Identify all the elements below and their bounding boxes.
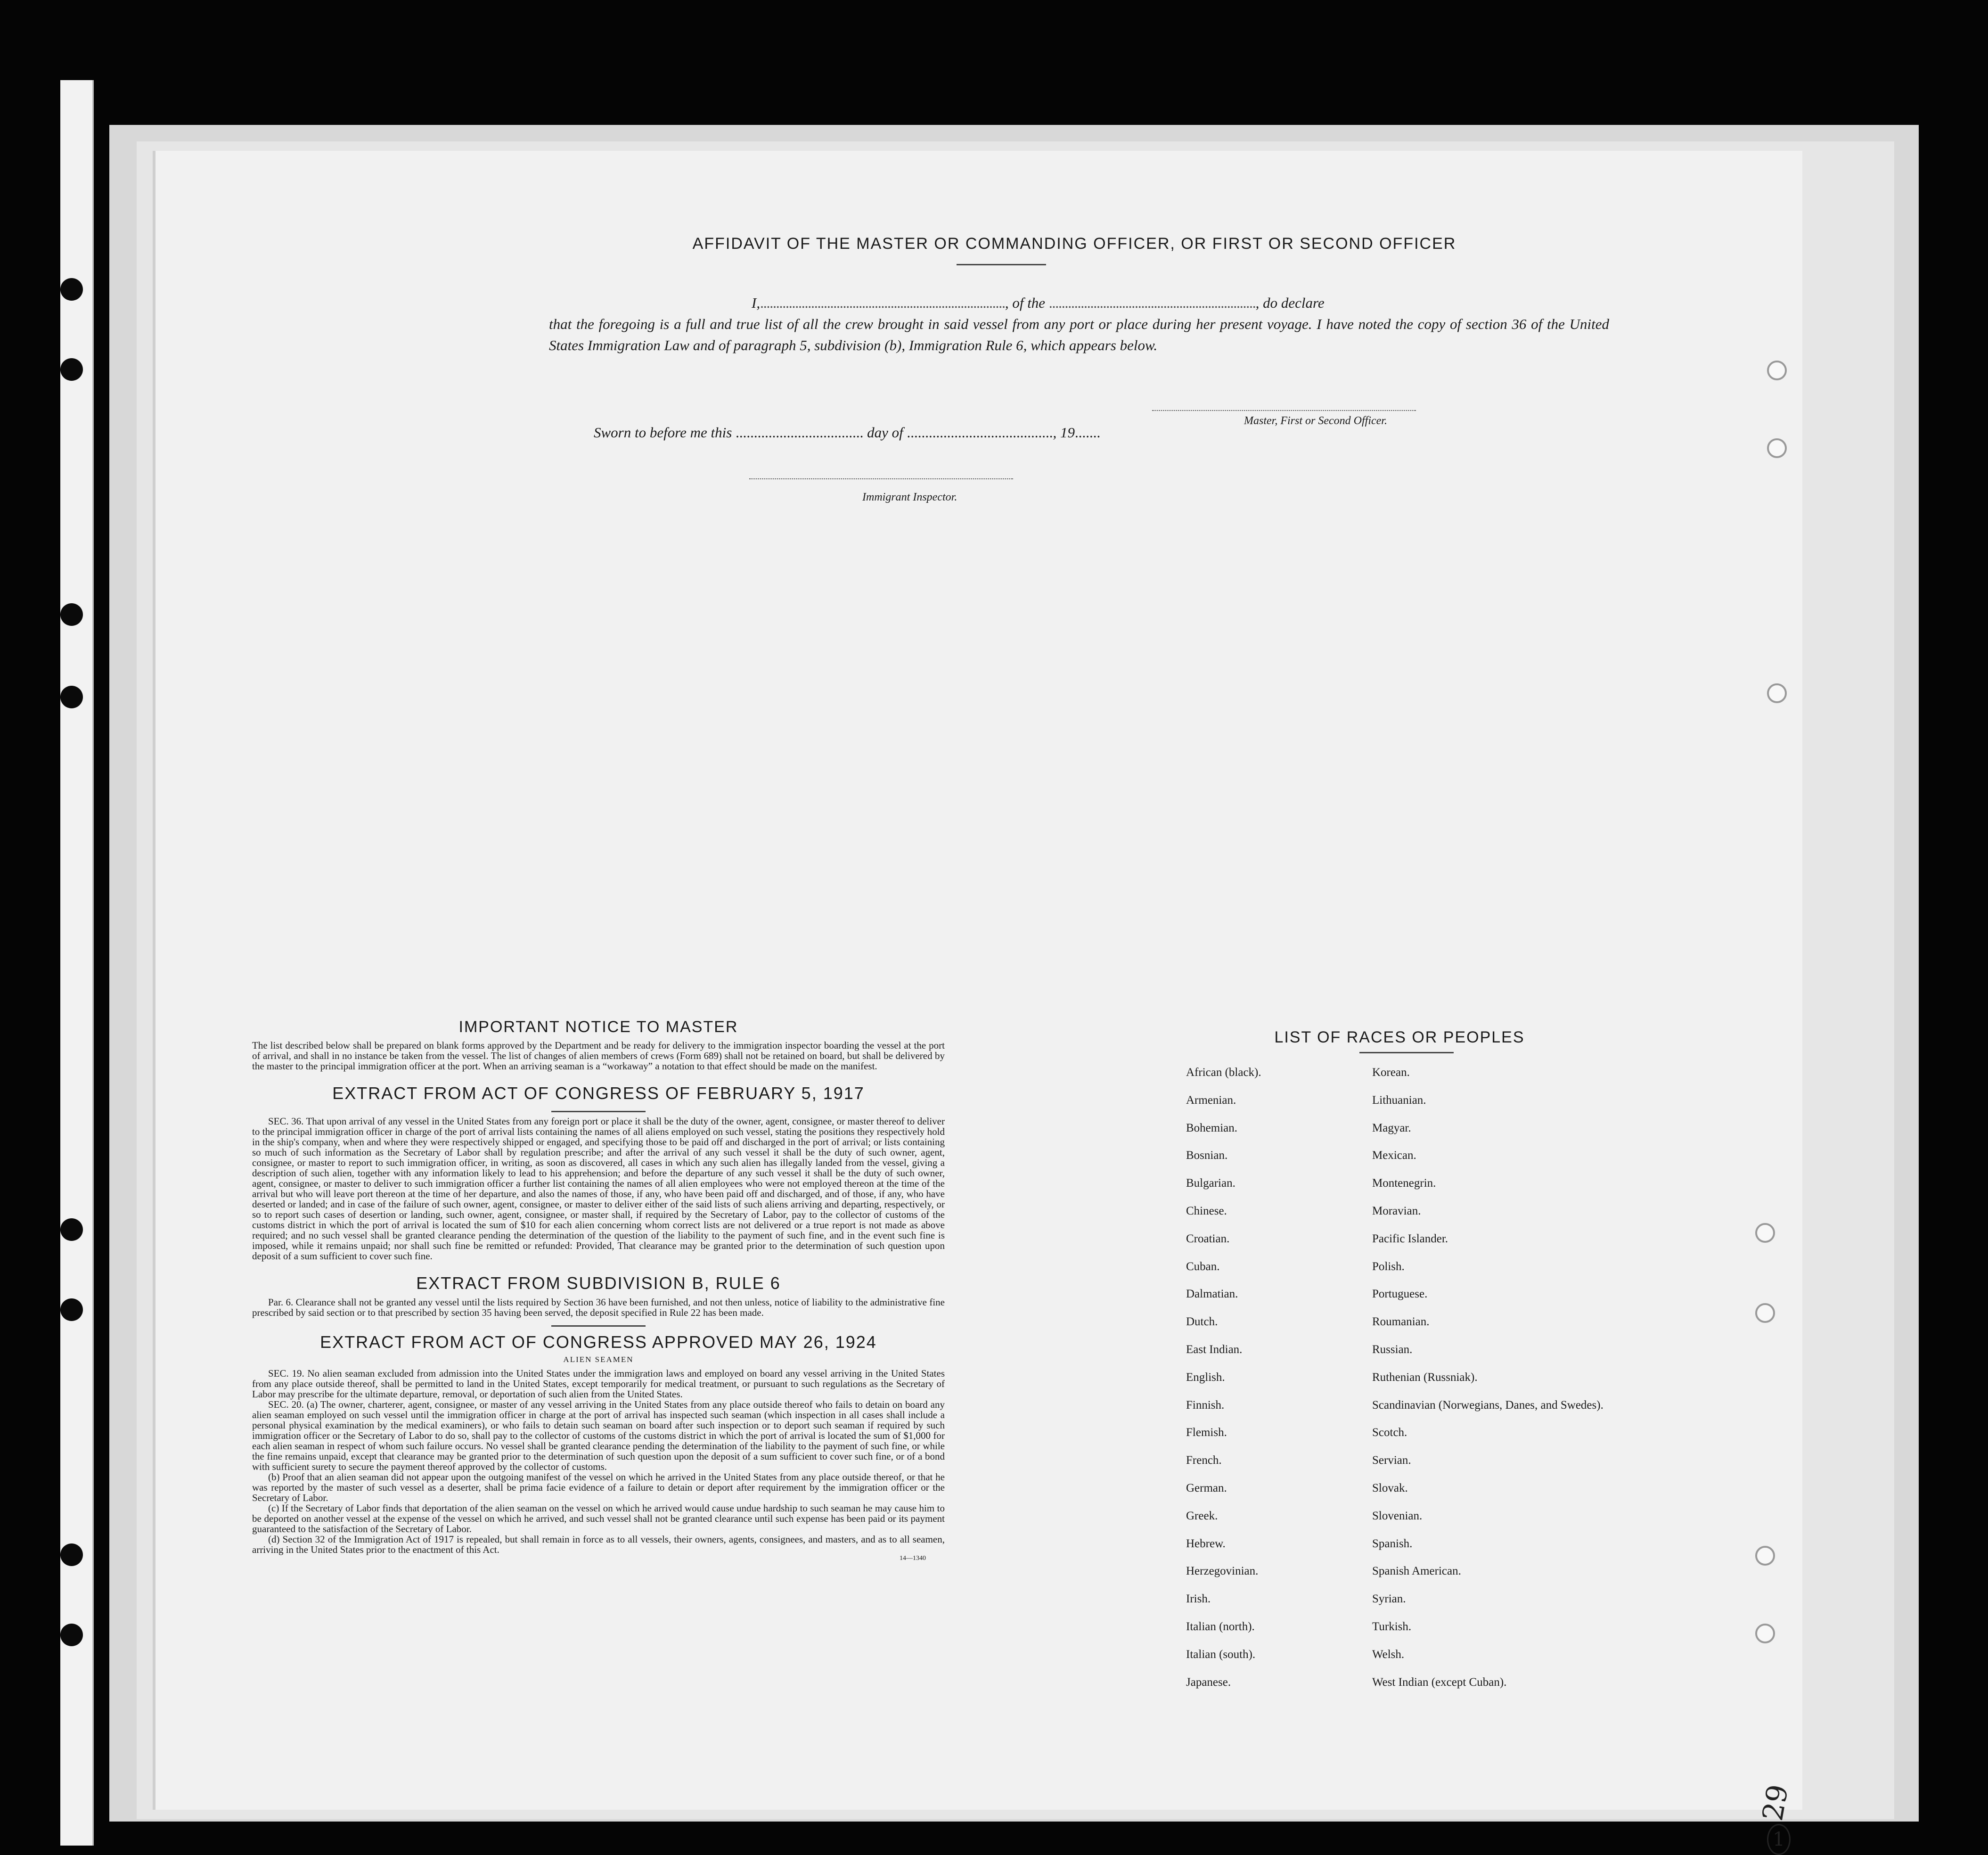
punch-hole [1755, 1624, 1775, 1643]
affidavit-declare: , do declare [1255, 295, 1325, 311]
race-item: Ruthenian (Russniak). [1372, 1371, 1478, 1384]
binder-hole [60, 278, 83, 301]
races-title: LIST OF RACES OR PEOPLES [1274, 1028, 1525, 1046]
affidavit-title: AFFIDAVIT OF THE MASTER OR COMMANDING OFFICER, OR FIRST OR SECOND OFFICER [692, 235, 1456, 253]
race-item: Servian. [1372, 1454, 1411, 1467]
race-item: Bulgarian. [1186, 1177, 1235, 1190]
race-item: French. [1186, 1454, 1222, 1467]
binder-hole [60, 1298, 83, 1321]
binder-hole [60, 358, 83, 381]
race-item: Lithuanian. [1372, 1093, 1426, 1107]
punch-hole [1755, 1223, 1775, 1243]
race-item: Scandinavian (Norwegians, Danes, and Swedes). [1372, 1398, 1603, 1412]
race-item: Armenian. [1186, 1093, 1236, 1107]
race-item: Chinese. [1186, 1204, 1227, 1217]
sec20d-text: (d) Section 32 of the Immigration Act of 1917 is repealed, but shall remain in force as to all vessels, their owners, agents, consignees, and masters, and as to all seamen, arriving in the United States prior to the enactment of this Act. [252, 1534, 945, 1555]
inspector-caption: Immigrant Inspector. [862, 491, 957, 503]
section-divider [551, 1325, 646, 1327]
affidavit-i: I, [752, 295, 761, 311]
race-item: Finnish. [1186, 1398, 1225, 1412]
race-item: East Indian. [1186, 1343, 1243, 1356]
race-item: Japanese. [1186, 1675, 1231, 1689]
sworn-prefix: Sworn to before me this [594, 424, 732, 441]
day-blank: ................................... [736, 424, 864, 441]
race-item: Hebrew. [1186, 1537, 1226, 1550]
inspector-signature-line [749, 478, 1013, 479]
master-caption: Master, First or Second Officer. [1244, 415, 1387, 427]
margin-number: 29 [1756, 1782, 1795, 1823]
race-item: Welsh. [1372, 1648, 1405, 1661]
affidavit-of-the: , of the [1005, 295, 1046, 311]
master-signature-line [1152, 410, 1416, 411]
race-item: Croatian. [1186, 1232, 1230, 1245]
race-item: Herzegovinian. [1186, 1565, 1259, 1578]
race-item: Korean. [1372, 1066, 1410, 1079]
race-item: Montenegrin. [1372, 1177, 1436, 1190]
alien-seamen-subtitle: ALIEN SEAMEN [563, 1355, 634, 1364]
sworn-line [594, 424, 1159, 441]
punch-hole [1767, 361, 1787, 380]
race-item: Moravian. [1372, 1204, 1421, 1217]
race-item: Spanish American. [1372, 1565, 1461, 1578]
sec20c-text: (c) If the Secretary of Labor finds that deportation of the alien seaman on the vessel on which he arrived would cause undue hardship to such seaman he may cause him to be deported on another vessel at the expense of the vessel on which he arrived, and such vessel shall not be granted clearance until such expense has been paid or its payment guaranteed to the satisfaction of the Secretary of Labor. [252, 1502, 945, 1535]
sec20a-text: SEC. 20. (a) The owner, charterer, agent, consignee, or master of any vessel arriving in the United States from any place outside thereof who fails to detain on board any alien seaman employed on such vessel until the immigration officer in charge at the port of arrival has inspected such seaman (which inspection in all cases shall include a personal physical examination by the medical examiners), or who fails to detain such seaman on board after such inspection or to deport such seaman if required by such immigration officer or the Secretary of Labor to do so, shall pay to the collector of customs of the customs district in which the port of arrival is located the sum of $1,000 for each alien seaman in respect of whom such failure occurs. No vessel shall be granted clearance pending the determination of the liability to the payment of such fine, or while the fine remains unpaid, except that clearance may be granted prior to the determination of such question upon the deposit of a sum sufficient to cover such fine, or of a bond with sufficient surety to secure the payment thereof approved by the collector of customs. [252, 1399, 945, 1472]
race-item: Slovenian. [1372, 1509, 1423, 1522]
extract-rule6-title: EXTRACT FROM SUBDIVISION B, RULE 6 [416, 1273, 781, 1293]
year-blank: ....... [1074, 424, 1101, 441]
race-item: Italian (north). [1186, 1620, 1255, 1633]
punch-hole [1755, 1546, 1775, 1566]
circled-page-number: 1 [1767, 1824, 1791, 1855]
binder-hole [60, 1624, 83, 1646]
races-list [1186, 1066, 1610, 1703]
affidavit-body: that the foregoing is a full and true list of all the crew brought in said vessel from any port or place during her present voyage. I have noted the copy of section 36 of the United States Immigration Law and of paragraph 5, subdivision (b), Immigration Rule 6, which appears below. [549, 316, 1609, 353]
sworn-year: , 19 [1053, 424, 1075, 441]
race-item: Pacific Islander. [1372, 1232, 1448, 1245]
race-item: English. [1186, 1371, 1225, 1384]
punch-hole [1755, 1303, 1775, 1323]
race-item: West Indian (except Cuban). [1372, 1675, 1507, 1689]
extract-1917-text: SEC. 36. That upon arrival of any vessel in the United States from any foreign port or place it shall be the duty of the owner, agent, consignee, or master thereof to deliver to the principal immigration officer in charge of the port of arrival lists containing the names of all aliens employed on such vessel, stating the positions they respectively hold in the ship's company, when and where they were respectively shipped or engaged, and specifying those to be paid off and discharged in the port of arrival; or lists containing so much of such information as the Secretary of Labor shall by regulation prescribe; and after the arrival of any such vessel it shall be the duty of such owner, agent, consignee, or master to report to such immigration officer, in writing, as soon as discovered, all cases in which any such alien has illegally landed from the vessel, giving a description of such alien, together with any information likely to lead to his apprehension; and before the departure of any such vessel it shall be the duty of such owner, agent, consignee, or master to deliver to such immigration officer a further list containing the names of all alien employees who were not employed thereon at the time of the arrival but who will leave port thereon at the time of her departure, and also the names of those, if any, who have been paid off and discharged, and of those, if any, who have deserted or landed; and in case of the failure of such owner, agent, consignee, or master to deliver either of the said lists of such aliens arriving and departing, respectively, or so to report such cases of desertion or landing, such owner, agent, consignee, or master shall, if required by the Secretary of Labor, pay to the collector of customs of the customs district in which the port of arrival is located the sum of $10 for each alien concerning whom correct lists are not delivered or a true report is not made as above required; and no such vessel shall be granted clearance pending the determination of the question of the liability to the payment of such fine, and in the event such fine is imposed, while it remains unpaid; nor shall such fine be remitted or refunded: Provided, That clearance may be granted prior to the determination of such question upon deposit of a sum sufficient to cover such fine. [252, 1116, 945, 1262]
race-item: Polish. [1372, 1260, 1405, 1273]
race-item: Spanish. [1372, 1537, 1413, 1550]
race-item: Portuguese. [1372, 1288, 1428, 1301]
vessel-blank: ................................................................. [1048, 295, 1256, 311]
affidavit-line-1 [549, 292, 1609, 313]
race-item: Roumanian. [1372, 1315, 1430, 1329]
form-number: 14—1340 [900, 1555, 926, 1562]
document-page [155, 151, 1802, 1850]
race-item: African (black). [1186, 1066, 1261, 1079]
notice-column [252, 1018, 945, 1562]
race-item: Scotch. [1372, 1426, 1407, 1439]
race-item: Magyar. [1372, 1121, 1411, 1134]
binder-hole [60, 603, 83, 626]
race-item: Bosnian. [1186, 1149, 1228, 1162]
sworn-day-of: day of [867, 424, 903, 441]
sec20b-text: (b) Proof that an alien seaman did not appear upon the outgoing manifest of the vessel on which he arrived in the United States from any place outside thereof, or that he was reported by the master of such vessel as a deserter, shall be prima facie evidence of a failure to detain or deport after requirement by the immigration officer or the Secretary of Labor. [252, 1471, 945, 1503]
race-item: Flemish. [1186, 1426, 1227, 1439]
race-item: Greek. [1186, 1509, 1218, 1522]
extract-1917-title: EXTRACT FROM ACT OF CONGRESS OF FEBRUARY 5, 1917 [332, 1083, 865, 1103]
race-item: Dalmatian. [1186, 1288, 1238, 1301]
title-divider [957, 264, 1046, 265]
notice-text: The list described below shall be prepared on blank forms approved by the Department and be ready for delivery to the immigration inspector boarding the vessel at the port of arrival, and shall in no instance be taken from the vessel. The list of changes of alien members of crews (Form 689) shall not be retained on board, but shall be delivered by the master to the principal immigration officer at the port. When an arriving seaman is a “workaway” a notation to that effect should be made on the manifest. [252, 1040, 945, 1072]
month-blank: ........................................ [907, 424, 1053, 441]
race-item: German. [1186, 1481, 1227, 1494]
section-divider [551, 1111, 646, 1112]
sec19-text: SEC. 19. No alien seaman excluded from admission into the United States under the immigration laws and employed on board any vessel arriving in the United States from any place outside thereof, shall be permitted to land in the United States, except temporarily for medical treatment, or pursuant to such regulations as the Secretary of Labor may prescribe for the ultimate departure, removal, or deportation of such alien from the United States. [252, 1368, 945, 1400]
race-item: Russian. [1372, 1343, 1413, 1356]
race-item: Slovak. [1372, 1481, 1408, 1494]
race-item: Irish. [1186, 1592, 1211, 1606]
race-item: Bohemian. [1186, 1121, 1238, 1134]
race-item: Mexican. [1372, 1149, 1416, 1162]
extract-1924-title: EXTRACT FROM ACT OF CONGRESS APPROVED MAY 26, 1924 [320, 1332, 877, 1352]
race-item: Turkish. [1372, 1620, 1412, 1633]
extract-rule6-text: Par. 6. Clearance shall not be granted any vessel until the lists required by Section 36 have been furnished, and not then unless, notice of liability to the administrative fine prescribed by said section or to that prescribed by section 35 having been served, the deposit specified in Rule 22 has been made. [252, 1297, 945, 1318]
race-item: Syrian. [1372, 1592, 1406, 1606]
punch-hole [1767, 683, 1787, 703]
binder-hole [60, 686, 83, 708]
binder-hole [60, 1218, 83, 1241]
name-blank: ............................................................................. [760, 295, 1005, 311]
race-item: Italian (south). [1186, 1648, 1256, 1661]
notice-title: IMPORTANT NOTICE TO MASTER [458, 1018, 738, 1036]
binder-strip [60, 80, 94, 1846]
race-item: Cuban. [1186, 1260, 1220, 1273]
race-item: Dutch. [1186, 1315, 1218, 1329]
affidavit-statement [549, 292, 1609, 356]
binder-hole [60, 1543, 83, 1566]
punch-hole [1767, 438, 1787, 458]
races-divider [1359, 1052, 1454, 1053]
